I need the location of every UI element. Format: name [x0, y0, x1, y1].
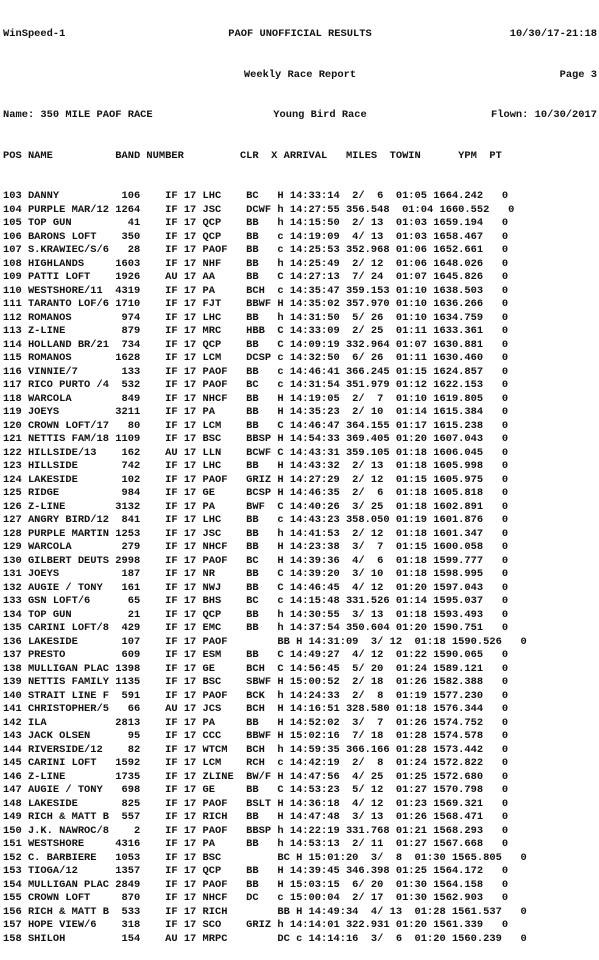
app-name: WinSpeed-1 — [3, 28, 66, 40]
table-row: 158 SHILOH 154 AU 17 MRPC DC c 14:14:16 3/ 6 01:20 1560.239 0 — [3, 932, 527, 945]
table-row: 140 STRAIT LINE F 591 IF 17 PAOF BCK h 14:24:33 2/ 8 01:19 1577.230 0 — [3, 689, 509, 702]
table-row: 115 ROMANOS 1628 IF 17 LCM DCSP c 14:32:50 6/ 26 01:11 1630.460 0 — [3, 352, 509, 364]
report-title: PAOF UNOFFICIAL RESULTS — [228, 28, 372, 40]
table-row: 110 WESTSHORE/11 4319 IF 17 PA BCH c 14:35:47 359.153 01:10 1638.503 0 — [3, 284, 509, 297]
report-header-line-3 — [3, 109, 597, 123]
table-row: 131 JOEYS 187 IF 17 NR BB C 14:39:20 3/ 10 01:18 1598.995 0 — [3, 568, 509, 580]
table-row: 106 BARONS LOFT 350 IF 17 QCP BB c 14:19:09 4/ 13 01:03 1658.467 0 — [3, 230, 509, 243]
table-row: 130 GILBERT DEUTS 2998 IF 17 PAOF BC H 14:39:36 4/ 6 01:18 1599.777 0 — [3, 554, 509, 567]
table-row: 156 RICH & MATT B 533 IF 17 RICH BB H 14:49:34 4/ 13 01:28 1561.537 0 — [3, 905, 527, 918]
table-row: 125 RIDGE 984 IF 17 GE BCSP H 14:46:35 2/ 6 01:18 1605.818 0 — [3, 487, 509, 499]
table-row: 154 MULLIGAN PLAC 2849 IF 17 PAOF BB H 15:03:15 6/ 20 01:30 1564.158 0 — [3, 878, 509, 891]
race-report — [3, 1, 597, 960]
table-row: 136 LAKESIDE 107 IF 17 PAOF BB H 14:31:09 3/ 12 01:18 1590.526 0 — [3, 635, 527, 648]
table-row: 123 HILLSIDE 742 IF 17 LHC BB H 14:43:32 2/ 13 01:18 1605.998 0 — [3, 460, 509, 472]
page-number: Page 3 — [559, 68, 597, 81]
table-row: 114 HOLLAND BR/21 734 IF 17 QCP BB C 14:09:19 332.964 01:07 1630.881 0 — [3, 338, 509, 351]
table-row: 108 HIGHLANDS 1603 IF 17 NHF BB h 14:25:49 2/ 12 01:06 1648.026 0 — [3, 257, 509, 270]
table-row: 124 LAKESIDE 102 IF 17 PAOF GRIZ H 14:27:29 2/ 12 01:15 1605.975 0 — [3, 473, 509, 486]
table-row: 155 CROWN LOFT 870 IF 17 NHCF DC c 15:00:04 2/ 17 01:30 1562.903 0 — [3, 892, 509, 904]
table-row: 127 ANGRY BIRD/12 841 IF 17 LHC BB c 14:43:23 358.050 01:19 1601.876 0 — [3, 514, 509, 526]
race-type: Young Bird Race — [273, 109, 367, 121]
table-row: 146 Z-LINE 1735 IF 17 ZLINE BW/F H 14:47:56 4/ 25 01:25 1572.680 0 — [3, 770, 509, 783]
report-header-line-2 — [3, 69, 597, 83]
table-row: 138 MULLIGAN PLAC 1398 IF 17 GE BCH C 14:56:45 5/ 20 01:24 1589.121 0 — [3, 662, 509, 675]
table-row: 139 NETTIS FAMILY 1135 IF 17 BSC SBWF H 15:00:52 2/ 18 01:26 1582.388 0 — [3, 676, 509, 688]
table-row: 153 TIOGA/12 1357 IF 17 QCP BB H 14:39:45 346.398 01:25 1564.172 0 — [3, 865, 509, 877]
table-row: 137 PRESTO 609 IF 17 ESM BB C 14:49:27 4/ 12 01:22 1590.065 0 — [3, 649, 509, 661]
table-row: 109 PATTI LOFT 1926 AU 17 AA BB C 14:27:13 7/ 24 01:07 1645.826 0 — [3, 271, 509, 283]
table-row: 128 PURPLE MARTIN 1253 IF 17 JSC BB h 14:41:53 2/ 12 01:18 1601.347 0 — [3, 527, 509, 540]
report-header-line-1 — [3, 28, 597, 42]
table-row: 104 PURPLE MAR/12 1264 IF 17 JSC DCWF h 14:27:55 356.548 01:04 1660.552 0 — [3, 203, 515, 216]
table-row: 148 LAKESIDE 825 IF 17 PAOF BSLT H 14:36:18 4/ 12 01:23 1569.321 0 — [3, 797, 509, 810]
table-row: 147 AUGIE / TONY 698 IF 17 GE BB C 14:53:23 5/ 12 01:27 1570.798 0 — [3, 784, 509, 796]
table-row: 149 RICH & MATT B 557 IF 17 RICH BB H 14:47:48 3/ 13 01:26 1568.471 0 — [3, 811, 509, 823]
table-row: 116 VINNIE/7 133 IF 17 PAOF BB c 14:46:41 366.245 01:15 1624.857 0 — [3, 365, 509, 378]
table-row: 120 CROWN LOFT/17 80 IF 17 LCM BB C 14:46:47 364.155 01:17 1615.238 0 — [3, 419, 509, 432]
table-row: 132 AUGIE / TONY 161 IF 17 NWJ BB C 14:46:45 4/ 12 01:20 1597.043 0 — [3, 581, 509, 594]
results-table — [3, 190, 597, 946]
table-row: 103 DANNY 106 IF 17 LHC BC H 14:33:14 2/ 6 01:05 1664.242 0 — [3, 190, 509, 202]
table-row: 144 RIVERSIDE/12 82 IF 17 WTCM BCH h 14:59:35 366.166 01:28 1573.442 0 — [3, 743, 509, 756]
table-row: 150 J.K. NAWROC/8 2 IF 17 PAOF BBSP h 14:22:19 331.768 01:21 1568.293 0 — [3, 824, 509, 837]
column-header: POS NAME BAND NUMBER CLR X ARRIVAL MILES TOWIN YPM PT — [3, 149, 502, 162]
race-name: Name: 350 MILE PAOF RACE — [3, 109, 153, 121]
table-row: 107 S.KRAWIEC/S/6 28 IF 17 PAOF BB c 14:25:53 352.968 01:06 1652.661 0 — [3, 244, 509, 256]
table-row: 135 CARINI LOFT/8 429 IF 17 EMC BB h 14:37:54 350.604 01:20 1590.751 0 — [3, 622, 509, 634]
flown-date: Flown: 10/30/2017 — [490, 109, 597, 121]
table-row: 126 Z-LINE 3132 IF 17 PA BWF C 14:40:26 3/ 25 01:18 1602.891 0 — [3, 500, 509, 513]
table-row: 111 TARANTO LOF/6 1710 IF 17 FJT BBWF H 14:35:02 357.970 01:10 1636.266 0 — [3, 298, 509, 310]
table-row: 118 WARCOLA 849 IF 17 NHCF BB H 14:19:05 2/ 7 01:10 1619.805 0 — [3, 392, 509, 405]
table-row: 151 WESTSHORE 4316 IF 17 PA BB h 14:53:13 2/ 11 01:27 1567.668 0 — [3, 838, 509, 850]
table-row: 112 ROMANOS 974 IF 17 LHC BB h 14:31:50 5/ 26 01:10 1634.759 0 — [3, 311, 509, 324]
table-row: 141 CHRISTOPHER/5 66 AU 17 JCS BCH H 14:16:51 328.580 01:18 1576.344 0 — [3, 703, 509, 715]
table-row: 129 WARCOLA 279 IF 17 NHCF BB H 14:23:38 3/ 7 01:15 1600.058 0 — [3, 541, 509, 553]
table-row: 157 HOPE VIEW/6 318 IF 17 SCO GRIZ h 14:14:01 322.931 01:20 1561.339 0 — [3, 919, 509, 931]
table-row: 134 TOP GUN 21 IF 17 QCP BB h 14:30:55 3/ 13 01:18 1593.493 0 — [3, 608, 509, 621]
table-row: 152 C. BARBIERE 1053 IF 17 BSC BC H 15:01:20 3/ 8 01:30 1565.805 0 — [3, 851, 527, 864]
table-row: 113 Z-LINE 879 IF 17 MRC HBB C 14:33:09 2/ 25 01:11 1633.361 0 — [3, 325, 509, 337]
table-row: 133 GSN LOFT/6 65 IF 17 BHS BC c 14:15:48 331.526 01:14 1595.037 0 — [3, 595, 509, 607]
table-row: 142 ILA 2813 IF 17 PA BB H 14:52:02 3/ 7 01:26 1574.752 0 — [3, 716, 509, 729]
report-datetime: 10/30/17-21:18 — [509, 28, 597, 40]
table-row: 121 NETTIS FAM/18 1109 IF 17 BSC BBSP H 14:54:33 369.405 01:20 1607.043 0 — [3, 433, 509, 445]
table-row: 122 HILLSIDE/13 162 AU 17 LLN BCWF C 14:43:31 359.105 01:18 1606.045 0 — [3, 446, 509, 459]
table-row: 117 RICO PURTO /4 532 IF 17 PAOF BC c 14:31:54 351.979 01:12 1622.153 0 — [3, 379, 509, 391]
table-row: 143 JACK OLSEN 95 IF 17 CCC BBWF H 15:02:16 7/ 18 01:28 1574.578 0 — [3, 730, 509, 742]
report-subtitle: Weekly Race Report — [243, 68, 357, 81]
table-row: 145 CARINI LOFT 1592 IF 17 LCM RCH c 14:42:19 2/ 8 01:24 1572.822 0 — [3, 757, 509, 769]
table-row: 119 JOEYS 3211 IF 17 PA BB H 14:35:23 2/ 10 01:14 1615.384 0 — [3, 406, 509, 418]
table-row: 105 TOP GUN 41 IF 17 QCP BB h 14:15:50 2/ 13 01:03 1659.194 0 — [3, 217, 509, 229]
